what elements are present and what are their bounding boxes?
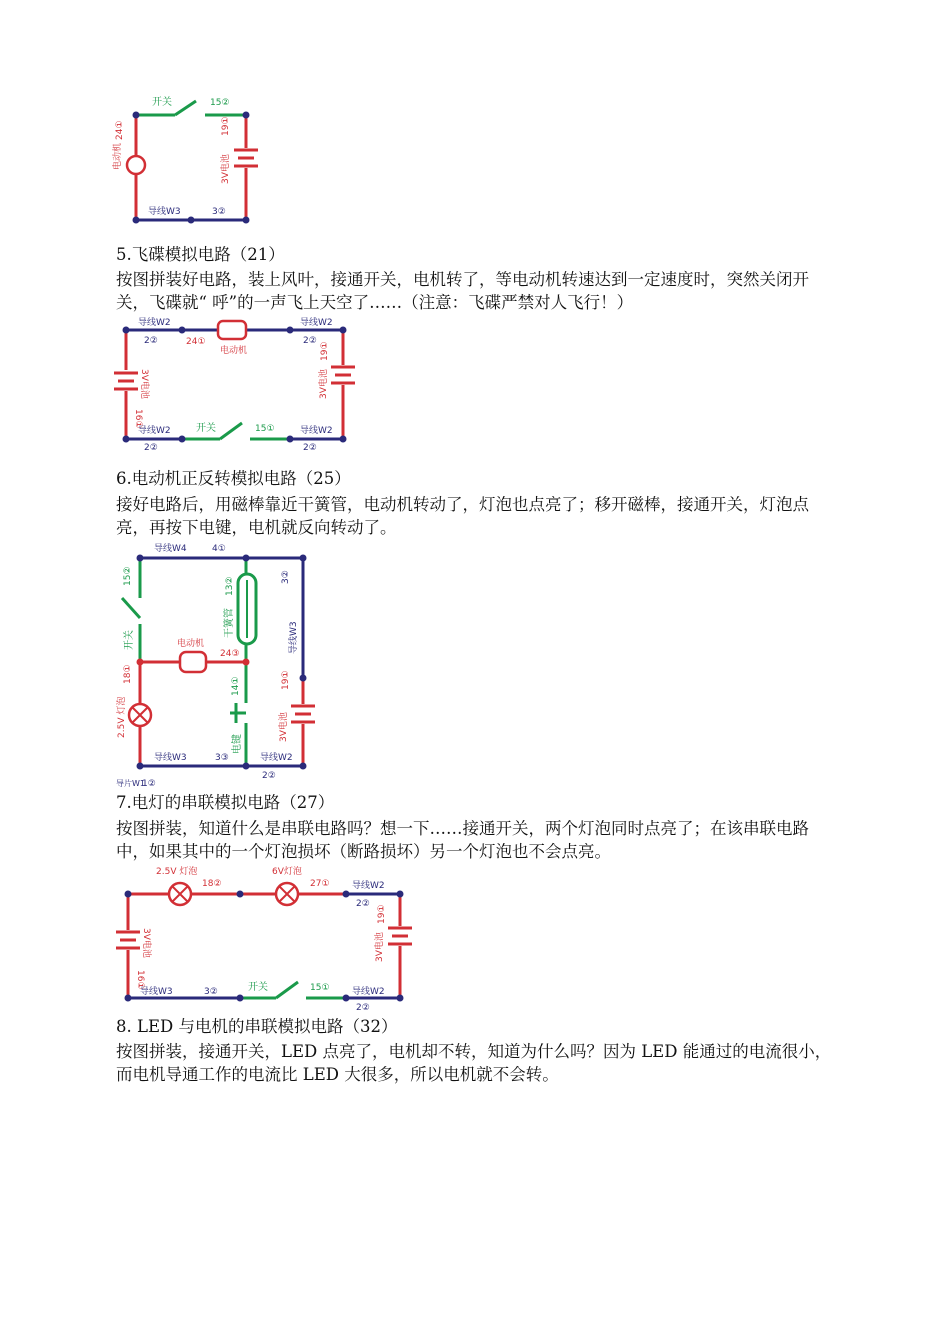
section-8-heading: 8. LED 与电机的串联模拟电路（32） (116, 1017, 398, 1036)
reed-label: 干簧管 (224, 608, 235, 638)
section-7-heading: 7.电灯的串联模拟电路（27） (116, 793, 335, 812)
pin-label: 24③ (220, 649, 240, 659)
battery-label: 3V电池 (139, 369, 149, 399)
pin-label: 2② (262, 771, 276, 781)
switch-label: 开关 (124, 630, 135, 650)
pin-label: 14① (231, 676, 241, 696)
wire-label: 导线W2 (352, 987, 385, 997)
wire-label: 导片W1 (116, 779, 145, 788)
battery-label: 3V电池 (141, 928, 151, 958)
bulb-label: 6V灯泡 (272, 867, 302, 877)
wire-label: 导线W2 (138, 426, 171, 436)
battery-label: 3V电池 (375, 932, 385, 962)
pin-label: 24① (186, 337, 206, 347)
pin-label: 24① (115, 120, 125, 140)
circuit-diagram-7 (100, 862, 420, 1012)
wire-label: 导线W2 (300, 318, 333, 328)
bulb-label: 2.5V 灯泡 (117, 696, 127, 738)
bulb-label: 2.5V 灯泡 (156, 867, 198, 877)
motor-label: 电动机 (220, 346, 248, 356)
pin-label: 2② (303, 336, 317, 346)
pin-label: 15② (210, 98, 230, 108)
pin-label: 4① (212, 544, 226, 554)
key-label: 电键 (232, 734, 243, 754)
pin-label: 3② (212, 207, 226, 217)
battery-label: 3V电池 (319, 369, 329, 399)
pin-label: 2② (144, 336, 158, 346)
pin-label: 19① (320, 341, 330, 361)
pin-label: 16① (133, 409, 143, 429)
section-5-body: 按图拼装好电路，装上风叶，接通开关，电机转了，等电动机转速达到一定速度时，突然关闭开关，飞碟就“ 呼”的一声飞上天空了……（注意：飞碟严禁对人飞行！） (116, 270, 809, 312)
switch-label: 开关 (248, 982, 268, 993)
pin-label: 19① (377, 904, 387, 924)
pin-label: 15① (255, 424, 275, 434)
pin-label: 18② (202, 879, 222, 889)
pin-label: 2② (144, 443, 158, 453)
pin-label: 18① (123, 664, 133, 684)
pin-label: 1② (142, 779, 156, 789)
pin-label: 13② (225, 576, 235, 596)
pin-label: 16① (135, 970, 145, 990)
pin-label: 15① (310, 983, 330, 993)
battery-label: 3V电池 (221, 154, 231, 184)
section-5-heading: 5.飞碟模拟电路（21） (116, 245, 285, 264)
pin-label: 3② (204, 987, 218, 997)
battery-label: 3V电池 (279, 712, 289, 742)
switch-label: 开关 (152, 97, 172, 108)
wire-label: 导线W2 (138, 318, 171, 328)
wire-label: 导线W4 (154, 544, 187, 554)
circuit-diagram-4 (100, 88, 270, 228)
pin-label: 27① (310, 879, 330, 889)
pin-label: 19① (281, 670, 291, 690)
pin-label: 3③ (215, 753, 229, 763)
wire-label: 导线W3 (140, 987, 173, 997)
wire-label: 导线W3 (289, 621, 299, 654)
motor-label: 电动机 (177, 639, 205, 649)
pin-label: 2② (356, 899, 370, 909)
switch-label: 开关 (196, 423, 216, 434)
circuit-diagram-5 (100, 313, 370, 453)
circuit-diagram-6 (100, 538, 320, 792)
wire-label: 导线W2 (352, 881, 385, 891)
wire-label: 导线W2 (260, 753, 293, 763)
wire-label: 导线W3 (154, 753, 187, 763)
section-6-body: 接好电路后，用磁棒靠近干簧管，电动机转动了，灯泡也点亮了；移开磁棒，接通开关，灯泡点亮，再按下电键，电机就反向转动了。 (116, 495, 809, 537)
pin-label: 2② (303, 443, 317, 453)
wire-label: 导线W3 (148, 207, 181, 217)
wire-label: 导线W2 (300, 426, 333, 436)
section-8-body: 按图拼装，接通开关，LED 点亮了，电机却不转，知道为什么吗？因为 LED 能通过的电流很小，而电机导通工作的电流比 LED 大很多，所以电机就不会转。 (116, 1042, 832, 1084)
pin-label: 19① (221, 116, 231, 136)
pin-label: 3② (281, 570, 291, 584)
pin-label: 2② (356, 1003, 370, 1012)
motor-label: 电动机 (113, 142, 123, 170)
section-6-heading: 6.电动机正反转模拟电路（25） (116, 469, 351, 488)
section-7-body: 按图拼装，知道什么是串联电路吗？想一下……接通开关，两个灯泡同时点亮了；在该串联电路中，如果其中的一个灯泡损坏（断路损坏）另一个灯泡也不会点亮。 (116, 819, 809, 861)
pin-label: 15② (123, 566, 133, 586)
